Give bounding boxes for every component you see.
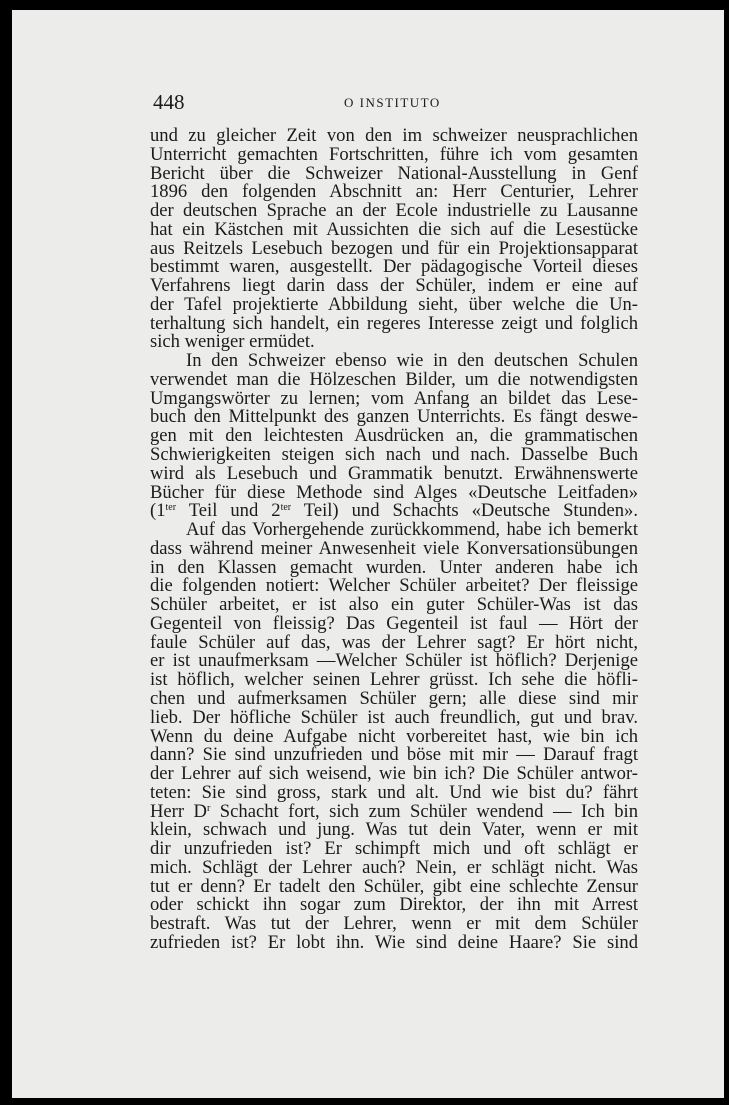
line-text: Herr D	[150, 800, 207, 822]
text-line: Unterricht gemachten Fortschritten, führe ich vom gesamten	[150, 143, 638, 165]
text-line: Bücher für diese Methode sind Alges «Deutsche Leitfaden»	[150, 481, 638, 503]
text-line: lieb. Der höfliche Schüler ist auch freundlich, gut und brav.	[150, 706, 638, 728]
paragraph-end-line: sich weniger ermüdet.	[150, 331, 315, 353]
text-line: Umgangswörter zu lernen; vom Anfang an bildet das Lese-	[150, 387, 638, 409]
text-line: bestimmt waren, ausgestellt. Der pädagogische Vorteil dieses	[150, 256, 638, 278]
text-line: Wenn du deine Aufgabe nicht vorbereitet hast, wie bin ich	[150, 725, 638, 747]
text-line: dann? Sie sind unzufrieden und böse mit mir — Darauf fragt	[150, 744, 638, 766]
paragraph-first-line: Auf das Vorhergehende zurückkommend, habe ich bemerkt	[186, 519, 638, 541]
text-line: buch den Mittelpunkt des ganzen Unterrichts. Es fängt deswe-	[150, 406, 638, 428]
text-line: gen mit den leichtesten Ausdrücken an, die grammatischen	[150, 425, 638, 447]
text-line: hat ein Kästchen mit Aussichten die sich auf die Lesestücke	[150, 218, 638, 240]
superscript: r	[206, 802, 211, 814]
text-line: mich. Schlägt der Lehrer auch? Nein, er schlägt nicht. Was	[150, 856, 638, 878]
text-line: Schüler arbeitet, er ist also ein guter Schüler-Was ist das	[150, 594, 638, 616]
text-line: ist höflich, welcher seinen Lehrer grüsst. Ich sehe die höfli-	[150, 669, 638, 691]
text-line: der deutschen Sprache an der Ecole industrielle zu Lausanne	[150, 200, 638, 222]
text-line: verwendet man die Hölzeschen Bilder, um die notwendigsten	[150, 368, 638, 390]
text-line: Gegenteil von fleissig? Das Gegenteil ist faul — Hört der	[150, 612, 638, 634]
text-line: er ist unaufmerksam —Welcher Schüler ist höflich? Derjenige	[150, 650, 638, 672]
text-line: tut er denn? Er tadelt den Schüler, gibt eine schlechte Zensur	[150, 875, 638, 897]
text-line: 1896 den folgenden Abschnitt an: Herr Centurier, Lehrer	[150, 181, 638, 203]
line-text: (1	[150, 500, 166, 522]
text-line: Verfahrens liegt darin dass der Schüler, indem er eine auf	[150, 275, 638, 297]
text-line: chen und aufmerksamen Schüler gern; alle diese sind mir	[150, 687, 638, 709]
paragraph-first-line: In den Schweizer ebenso wie in den deutschen Schulen	[186, 350, 638, 372]
page-number: 448	[153, 90, 185, 114]
text-line: Schwierigkeiten steigen sich nach und nach. Dasselbe Buch	[150, 444, 638, 466]
text-line: der Lehrer auf sich weisend, wie bin ich? Die Schüler antwor-	[150, 763, 638, 785]
text-line: in den Klassen gemacht wurden. Unter anderen habe ich	[150, 556, 638, 578]
text-line: dass während meiner Anwesenheit viele Konversationsübungen	[150, 537, 638, 559]
text-line: wird als Lesebuch und Grammatik benutzt. Erwähnenswerte	[150, 462, 638, 484]
text-line: terhaltung sich handelt, ein regeres Interesse zeigt und folglich	[150, 312, 638, 334]
body-text	[150, 127, 638, 953]
scanned-page	[12, 10, 724, 1098]
text-line: zufrieden ist? Er lobt ihn. Wie sind deine Haare? Sie sind	[150, 931, 638, 953]
text-line: und zu gleicher Zeit von den im schweizer neusprachlichen	[150, 125, 638, 146]
line-text: Teil und 2	[176, 500, 281, 522]
superscript: ter	[280, 502, 292, 514]
text-line: faule Schüler auf das, was der Lehrer sagt? Er hört nicht,	[150, 631, 638, 653]
text-line: der Tafel projektierte Abbildung sieht, über welche die Un-	[150, 293, 638, 315]
text-line: Bericht über die Schweizer National-Ausstellung in Genf	[150, 162, 638, 184]
page-header	[12, 90, 724, 112]
text-line: klein, schwach und jung. Was tut dein Vater, wenn er mit	[150, 819, 638, 841]
text-line: die folgenden notiert: Welcher Schüler arbeitet? Der fleissige	[150, 575, 638, 597]
line-text: Schacht fort, sich zum Schüler wendend — Ich bin	[210, 800, 639, 822]
running-head: O INSTITUTO	[344, 95, 441, 110]
line-text: Teil) und Schachts «Deutsche Stunden».	[291, 500, 638, 522]
superscript: ter	[165, 502, 177, 514]
text-line: oder schickt ihn sogar zum Direktor, der ihn mit Arrest	[150, 894, 638, 916]
text-line: dir unzufrieden ist? Er schimpft mich und oft schlägt er	[150, 838, 638, 860]
text-line: teten: Sie sind gross, stark und alt. Und wie bist du? fährt	[150, 781, 638, 803]
text-line: aus Reitzels Lesebuch bezogen und für ein Projektionsapparat	[150, 237, 638, 259]
text-line: bestraft. Was tut der Lehrer, wenn er mit dem Schüler	[150, 913, 638, 935]
